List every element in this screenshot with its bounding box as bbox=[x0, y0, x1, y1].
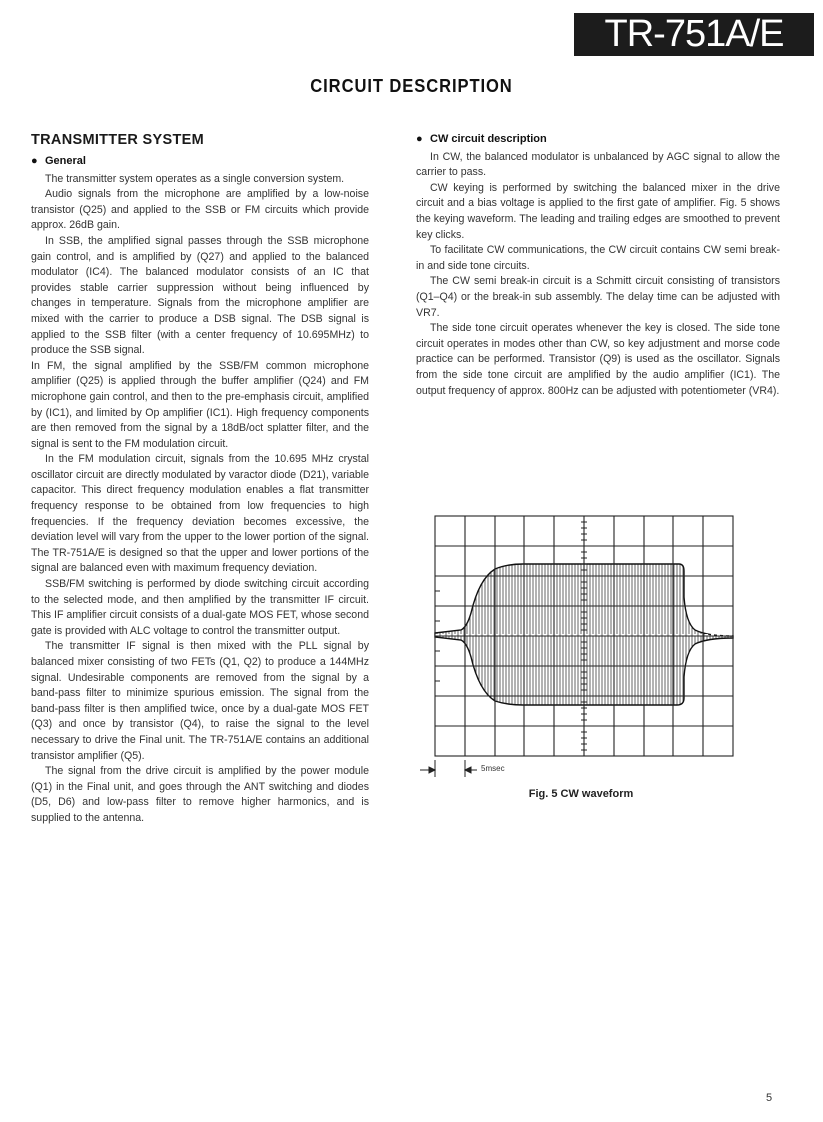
paragraph: In the FM modulation circuit, signals from the 10.695 MHz crystal oscillator circuit are directly modulated by varactor diode (D21), variable capacitor. This direct frequency modulation enables a flat transmitter frequency response to be obtained from low frequencies to high frequencies. If the frequency deviation becomes excessive, the deviation level will vary from the upper to the lower portion of the signal. The TR-751A/E is designed so that the upper and lower portions of the signal are balanced even with maximum frequency deviation. bbox=[31, 453, 369, 575]
section-heading-transmitter: TRANSMITTER SYSTEM bbox=[31, 132, 204, 148]
model-badge: TR-751A/E bbox=[574, 13, 814, 56]
bullet-icon: ● bbox=[31, 155, 38, 167]
paragraph: The side tone circuit operates whenever the key is closed. The side tone circuit operates in modes other than CW, so key adjustment and morse code practice can be performed. Transistor (Q9) is used as the oscillator. Signals from the side tone circuit are amplified by the audio amplifier (IC1). The output frequency of approx. 800Hz can be adjusted with potentiometer (VR4). bbox=[416, 322, 780, 397]
bullet-icon: ● bbox=[416, 133, 423, 145]
paragraph: CW keying is performed by switching the balanced mixer in the drive circuit and a bias voltage is applied to the first gate of amplifier. Fig. 5 shows the keying waveform. The leading and trailing edges are smoothed to prevent key clicks. bbox=[416, 181, 780, 241]
cw-waveform-figure bbox=[415, 505, 745, 805]
paragraph: The signal from the drive circuit is amplified by the power module (Q1) in the Final unit, and goes through the ANT switching and diodes (D5, D6) and low-pass filter to remove higher harmonics, and is supplied to the antenna. bbox=[31, 765, 369, 824]
time-scale-label: 5msec bbox=[481, 764, 505, 773]
paragraph: The transmitter IF signal is then mixed with the PLL signal by balanced mixer consisting of two FETs (Q1, Q2) to produce a 144MHz signal. Undesirable components are removed from the signal by a band-pass filter to minimize spurious emission. The signal from the band-pass filter is then amplified twice, once by a dual-gate MOS FET (Q3) and once by transistor (Q4), to raise the signal to the level necessary to drive the Final unit. The TR-751A/E contains an additional transistor amplifier (Q5). bbox=[31, 640, 369, 762]
paragraph: In CW, the balanced modulator is unbalanced by AGC signal to allow the carrier to pass. bbox=[416, 150, 780, 179]
paragraph: Audio signals from the microphone are amplified by a low-noise transistor (Q25) and applied to the SSB or FM circuits which provide approx. 26dB gain. bbox=[31, 188, 369, 232]
paragraph: In FM, the signal amplified by the SSB/FM common microphone amplifier (Q25) is applied through the buffer amplifier (Q24) and FM microphone gain control, and then to the pre-emphasis circuit, amplified by (IC1), and limited by Op amplifier (IC1). High frequency components are then removed from the signal by a 18dB/oct splatter filter, and the signal is sent to the FM modulation circuit. bbox=[31, 359, 369, 450]
page-title: CIRCUIT DESCRIPTION bbox=[310, 76, 513, 96]
right-column bbox=[416, 132, 780, 399]
left-column bbox=[31, 154, 369, 827]
paragraph: SSB/FM switching is performed by diode switching circuit according to the selected mode, and then amplified by the transmitter IF circuit. This IF amplifier circuit consists of a dual-gate MOS FET, whose second gate is provided with ALC voltage to control the transmitter output. bbox=[31, 578, 369, 637]
paragraph: In SSB, the amplified signal passes through the SSB microphone gain control, and is amplified by (Q27) and applied to the balanced modulator (IC4). The balanced modulator consists of an IC that provides stable carrier suppression without being influenced by changes in temperature. Signals from the microphone amplifier are mixed with the carrier to produce a DSB signal. The DSB signal is applied to the SSB filter (with a center frequency of 10.695MHz) to produce the SSB signal. bbox=[31, 234, 369, 357]
figure-caption: Fig. 5 CW waveform bbox=[528, 788, 634, 800]
subheading-general: ● General bbox=[31, 154, 369, 170]
paragraph: To facilitate CW communications, the CW circuit contains CW semi break-in and side tone circuits. bbox=[416, 244, 780, 272]
oscilloscope-grid bbox=[415, 505, 745, 805]
paragraph: The CW semi break-in circuit is a Schmitt circuit consisting of transistors (Q1–Q4) or the break-in sub assembly. The delay time can be adjusted with VR7. bbox=[416, 275, 780, 319]
paragraph: The transmitter system operates as a single conversion system. bbox=[45, 172, 345, 185]
subheading-cw-circuit: ● CW circuit description bbox=[416, 132, 780, 148]
page-number: 5 bbox=[766, 1092, 773, 1104]
